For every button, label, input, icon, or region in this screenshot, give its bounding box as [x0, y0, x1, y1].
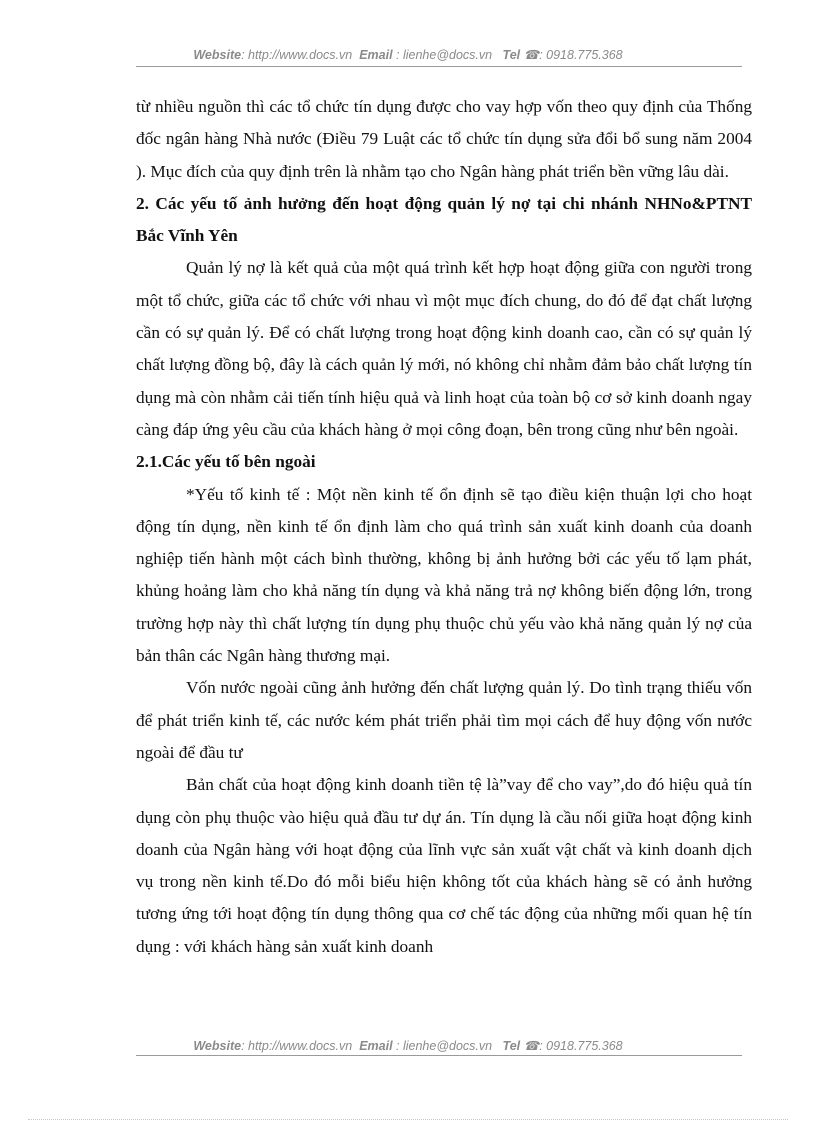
header-website-value: : http://www.docs.vn	[241, 48, 353, 62]
paragraph-2: Quản lý nợ là kết quả của một quá trình kết hợp hoạt động giữa con người trong một tổ chức, giữa các tổ chức với nhau vì một mục đích chung, do đó để đạt chất lượng cần có sự quản lý. Để có chất lượng trong hoạt động kinh doanh cao, cần có sự quản lý chất lượng đồng bộ, đây là cách quản lý mới, nó không chỉ nhằm đảm bảo chất lượng tín dụng mà còn nhằm cải tiến tính hiệu quả và linh hoạt của toàn bộ cơ sở kinh doanh ngay càng đáp ứng yêu cầu của khách hàng ở mọi công đoạn, bên trong cũng như bên ngoài.	[136, 258, 752, 439]
paragraph-1: từ nhiều nguồn thì các tổ chức tín dụng được cho vay hợp vốn theo quy định của Thống đốc ngân hàng Nhà nước (Điều 79 Luật các tổ chức tín dụng sửa đổi bổ sung năm 2004 ). Mục đích của quy định trên là nhằm tạo cho Ngân hàng phát triển bền vững lâu dài.	[136, 97, 752, 181]
header-email-label: Email	[359, 48, 393, 62]
header-tel-value: : 0918.775.368	[539, 48, 623, 62]
paragraph-3: *Yếu tố kinh tế : Một nền kinh tế ổn định sẽ tạo điều kiện thuận lợi cho hoạt động tín dụng, nền kinh tế ổn định làm cho quá trình sản xuất kinh doanh của doanh nghiệp tiến hành một cách bình thường, không bị ảnh hưởng bởi các yếu tố lạm phát, khủng hoảng làm cho khả năng tín dụng và khả năng trả nợ không biến động lớn, trong trường hợp này thì chất lượng tín dụng phụ thuộc chủ yếu vào khả năng quản lý nợ của bản thân các Ngân hàng thương mại.	[136, 484, 752, 666]
page-footer	[0, 1038, 816, 1053]
header-website-label: Website	[193, 48, 242, 62]
document-body	[136, 91, 752, 963]
footer-email-value: : lienhe@docs.vn	[396, 1039, 493, 1053]
footer-divider	[136, 1055, 742, 1056]
paragraph-5: Bản chất của hoạt động kinh doanh tiền tệ là”vay để cho vay”,do đó hiệu quả tín dụng còn phụ thuộc vào hiệu quả đầu tư dự án. Tín dụng là cầu nối giữa hoạt động kinh doanh của Ngân hàng với hoạt động của lĩnh vực sản xuất vật chất và kinh doanh dịch vụ trong nền kinh tế.Do đó mỗi biểu hiện không tốt của khách hàng sẽ có ảnh hưởng tương ứng tới hoạt động tín dụng thông qua cơ chế tác động của những mối quan hệ tín dụng : với khách hàng sản xuất kinh doanh	[136, 775, 752, 956]
paragraph-4: Vốn nước ngoài cũng ảnh hưởng đến chất lượng quản lý. Do tình trạng thiếu vốn để phát triển kinh tế, các nước kém phát triển phải tìm mọi cách để huy động vốn nước ngoài để đầu tư	[136, 678, 752, 762]
footer-tel-label: Tel	[502, 1039, 521, 1053]
header-email-value: : lienhe@docs.vn	[396, 48, 493, 62]
header-tel-label: Tel	[502, 48, 521, 62]
header-divider	[136, 66, 742, 67]
phone-icon: ☎	[523, 1039, 540, 1053]
page-header	[0, 47, 816, 62]
footer-tel-value: : 0918.775.368	[539, 1039, 623, 1053]
section-heading-2-1: 2.1.Các yếu tố bên ngoài	[136, 452, 316, 472]
phone-icon: ☎	[523, 48, 540, 62]
section-heading-2: 2. Các yếu tố ảnh hưởng đến hoạt động quản lý nợ tại chi nhánh NHNo&PTNT Bắc Vĩnh Yên	[136, 193, 752, 246]
footer-email-label: Email	[359, 1039, 393, 1053]
page-bottom-dotted-line	[28, 1119, 788, 1120]
footer-website-value: : http://www.docs.vn	[241, 1039, 353, 1053]
footer-website-label: Website	[193, 1039, 242, 1053]
